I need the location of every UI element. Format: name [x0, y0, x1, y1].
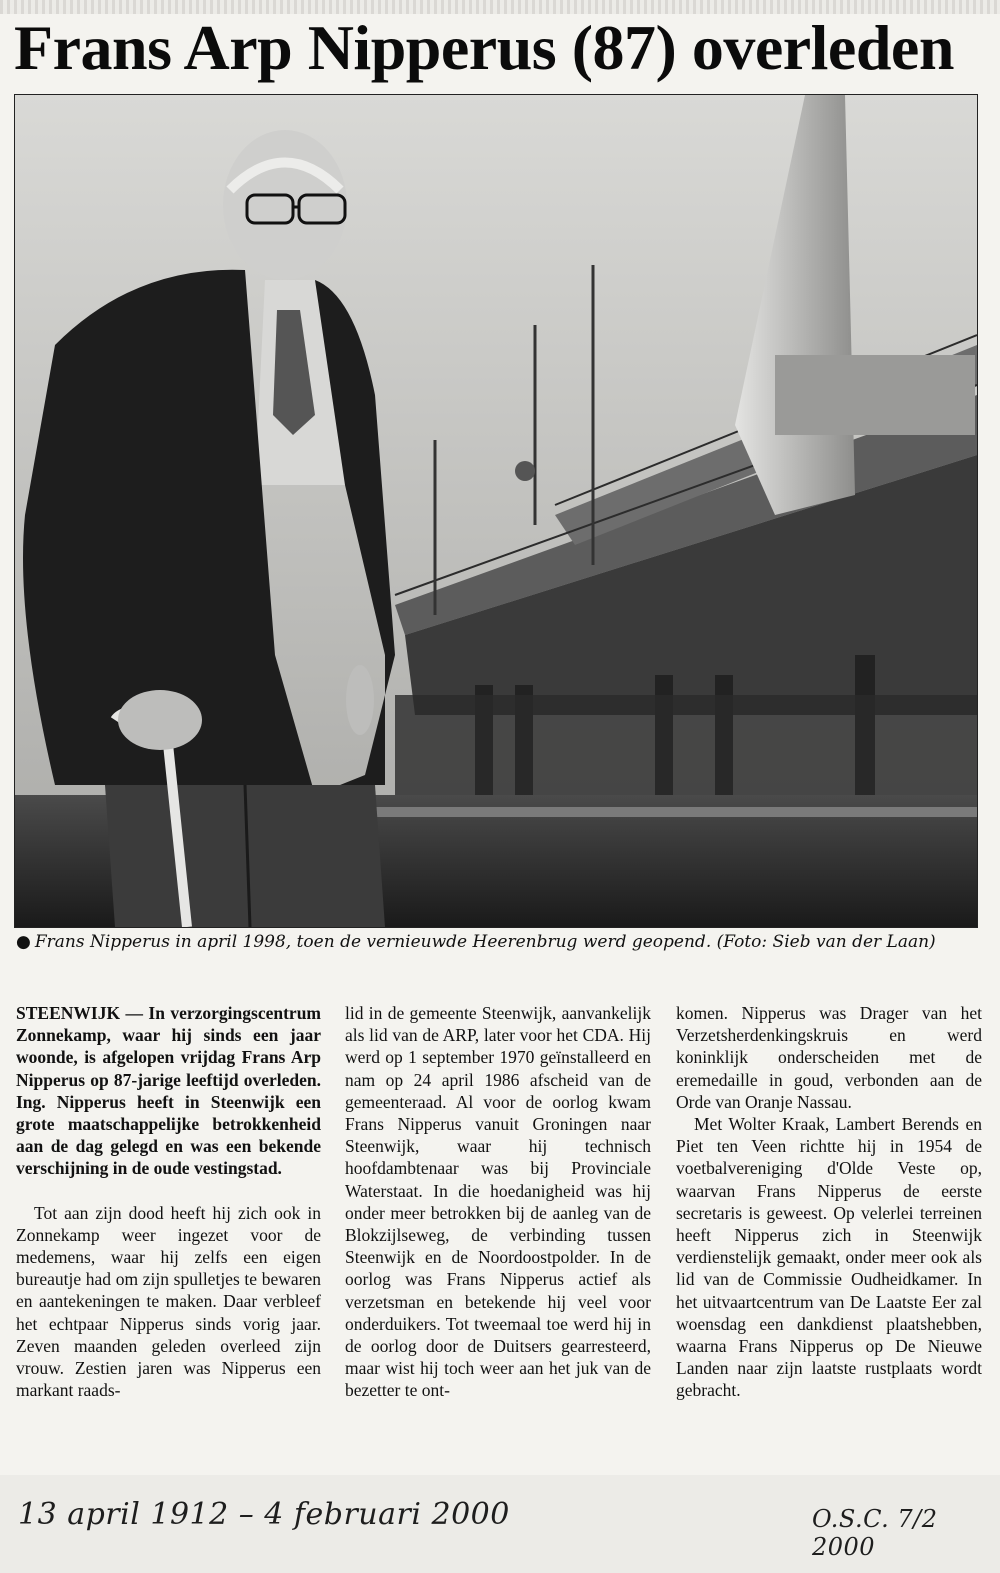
- article-column-2: [345, 1002, 651, 1402]
- article-lead: STEENWIJK — In verzorgingscentrum Zonnekamp, waar hij sinds een jaar woonde, is afgelopen vrijdag Frans Arp Nipperus op 87-jarige leeftijd overleden. Ing. Nipperus heeft in Steenwijk een grote maatschappelijke betrokkenheid aan de dag gelegd en was een bekende verschijning in de oude vestingstad.: [16, 1003, 321, 1179]
- headline: Frans Arp Nipperus (87) overleden: [14, 12, 954, 83]
- article-column-3: [676, 1002, 982, 1402]
- photo-caption: [16, 930, 981, 955]
- article-photo: [14, 94, 978, 928]
- article-paragraph: Met Wolter Kraak, Lambert Berends en Piet ten Veen richtte hij in 1954 de voetbalvereniging d'Olde Veste op, waarvan Frans Nipperus de eerste secretaris is geweest. Op velerlei terreinen heeft Nipperus zich in Steenwijk verdienstelijk gemaakt, onder meer ook als lid van de Commissie Oudheidkamer. In het uitvaartcentrum van De Laatste Eer zal woensdag een dankdienst plaatshebben, waarna Frans Nipperus op De Nieuwe Landen naar zijn laatste rustplaats wordt gebracht.: [676, 1114, 982, 1401]
- handwritten-source: O.S.C. 7/2 2000: [812, 1505, 938, 1561]
- article-paragraph: komen. Nipperus was Drager van het Verzetsherdenkingskruis en werd koninklijk onderscheiden met de eremedaille in goud, verbonden aan de Orde van Oranje Nassau.: [676, 1003, 982, 1112]
- caption-bullet: ●: [16, 932, 31, 952]
- caption-text: Frans Nipperus in april 1998, toen de vernieuwde Heerenbrug werd geopend. (Foto: Sieb van der Laan): [34, 932, 936, 952]
- article-paragraph: Tot aan zijn dood heeft hij zich ook in Zonnekamp weer ingezet voor de medemens, waar hij zelfs een eigen bureautje had om zijn spulletjes te bewaren en aantekeningen te maken. Daar verbleef het echtpaar Nipperus sinds vorig jaar. Zeven maanden geleden overleed zijn vrouw. Zestien jaren was Nipperus een markant raads-: [16, 1202, 321, 1401]
- handwritten-dates: 13 april 1912 – 4 februari 2000: [18, 1497, 510, 1532]
- article-column-1: [16, 1002, 321, 1401]
- article-paragraph: lid in de gemeente Steenwijk, aanvankelijk als lid van de ARP, later voor het CDA. Hij werd op 1 september 1970 geïnstalleerd en nam op 24 april 1986 afscheid van de gemeenteraad. Al voor de oorlog kwam Frans Nipperus vanuit Groningen naar Steenwijk, waar hij technisch hoofdambtenaar was bij Provinciale Waterstaat. In die hoedanigheid was hij onder meer betrokken bij de aanleg van de Blokzijlseweg, de verbinding tussen Steenwijk en de Noordoostpolder. In de oorlog was Frans Nipperus actief als verzetsman en betekende hij veel voor onderduikers. Tot tweemaal toe werd hij in de oorlog door de Duitsers gearresteerd, maar wist hij toch weer aan het juk van de bezetter te ont-: [345, 1003, 651, 1401]
